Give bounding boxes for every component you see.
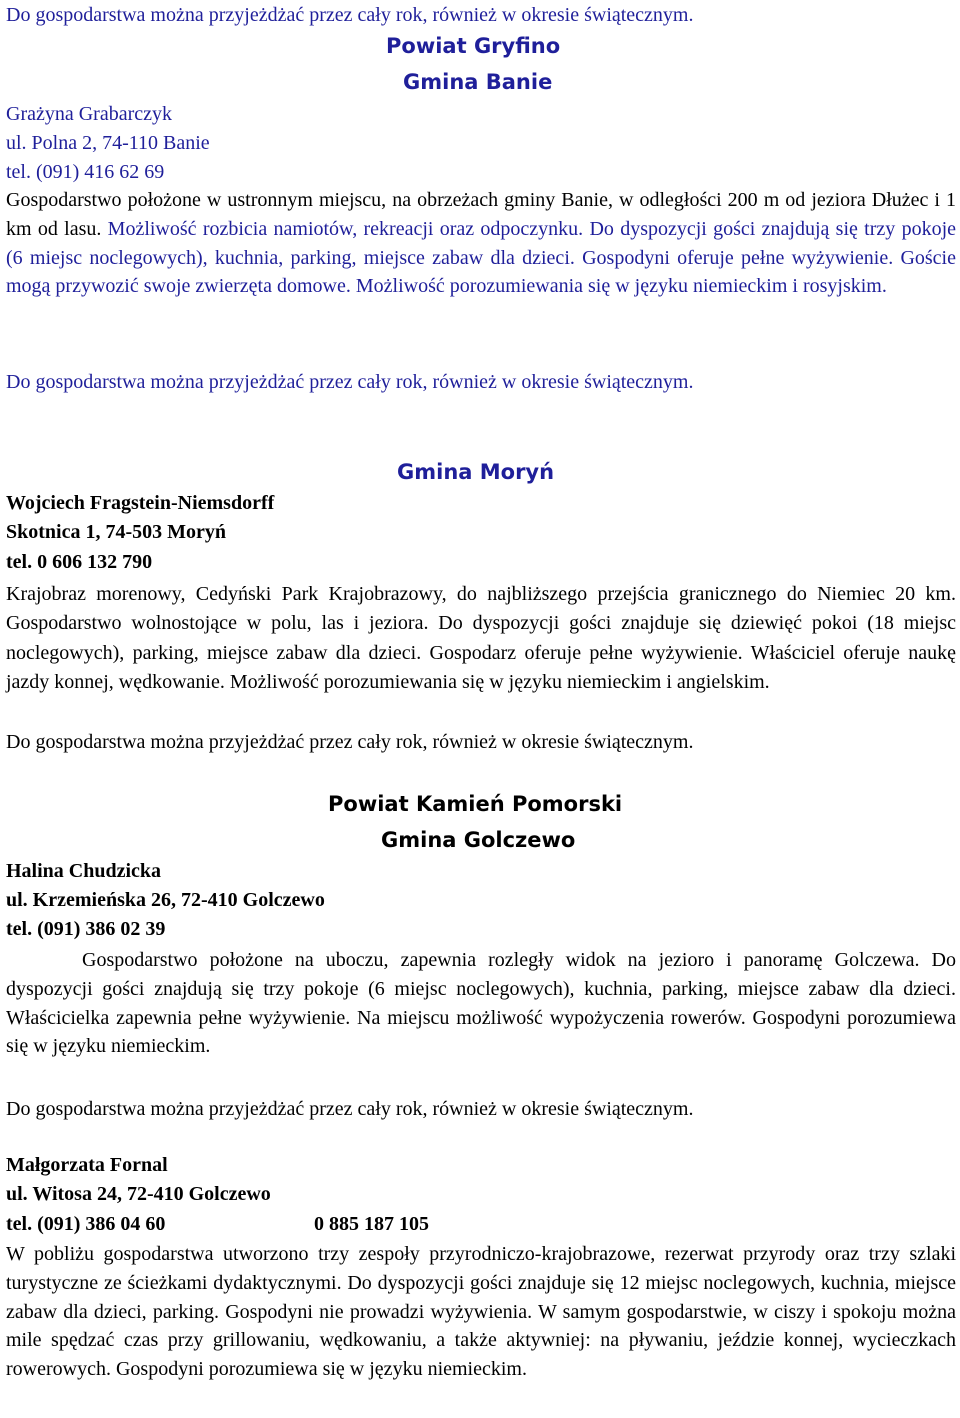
phone: tel. 0 606 132 790 [6,551,153,573]
description-blue: Możliwość rozbicia namiotów, rekreacji oraz odpoczynku. Do dyspozycji gości znajdują się trzy pokoje (6 miejsc noclegowych), kuchnia, parking, miejsce zabaw dla dzieci. Gospodyni oferuje pełne wyżywienie. Goście mogą przywozić swoje zwierzęta domowe. Możliwość porozumiewania się w języku niemieckim i rosyjskim. [6,217,956,298]
description-plain: Gospodarstwo położone w ustronnym miejscu, na obrzeżach gminy Banie, w odległości 200 m od jeziora Dłużec i 1 km od lasu. [6,189,956,240]
owner-name: Halina Chudzicka [6,860,162,882]
powiat-heading: Powiat Kamień Pomorski [328,792,623,816]
powiat-heading: Powiat Gryfino [386,34,561,58]
address: ul. Witosa 24, 72-410 Golczewo [6,1183,271,1205]
season-note: Do gospodarstwa można przyjeżdżać przez cały rok, również w okresie świątecznym. [6,4,694,26]
mobile-phone: 0 885 187 105 [314,1213,429,1235]
phone: tel. (091) 386 02 39 [6,918,166,940]
phone: tel. (091) 416 62 69 [6,161,165,183]
description [6,186,956,301]
season-note: Do gospodarstwa można przyjeżdżać przez cały rok, również w okresie świątecznym. [6,731,694,753]
description: Krajobraz morenowy, Cedyński Park Krajobrazowy, do najbliższego przejścia granicznego do Niemiec 20 km. Gospodarstwo wolnostojące w polu, las i jeziora. Do dyspozycji gości znajduje się dziewięć pokoi (18 miejsc noclegowych), parking, miejsce zabaw dla dzieci. Gospodarz oferuje pełne wyżywienie. Właściciel oferuje naukę jazdy konnej, wędkowanie. Możliwość porozumiewania się w języku niemieckim i angielskim. [6,583,956,694]
address: ul. Polna 2, 74-110 Banie [6,132,210,154]
owner-name: Wojciech Fragstein-Niemsdorff [6,492,275,514]
address: ul. Krzemieńska 26, 72-410 Golczewo [6,889,325,911]
description: W pobliżu gospodarstwa utworzono trzy zespoły przyrodniczo-krajobrazowe, rezerwat przyrody oraz trzy szlaki turystyczne ze ścieżkami dydaktycznymi. Do dyspozycji gości znajduje się 12 miejsc noclegowych, kuchnia, miejsce zabaw dla dzieci, parking. Gospodyni nie prowadzi wyżywienia. W samym gospodarstwie, w ciszy i spokoju można mile spędzać czas przy grillowaniu, wędkowaniu, a także aktywniej: na pływaniu, jeździe konnej, wycieczkach rowerowych. Gospodyni porozumiewa się w języku niemieckim. [6,1243,956,1381]
owner-name: Grażyna Grabarczyk [6,103,173,125]
season-note: Do gospodarstwa można przyjeżdżać przez cały rok, również w okresie świątecznym. [6,1098,694,1120]
gmina-heading: Gmina Golczewo [381,828,576,852]
gmina-heading: Gmina Banie [403,70,553,94]
address: Skotnica 1, 74-503 Moryń [6,521,226,543]
season-note: Do gospodarstwa można przyjeżdżać przez cały rok, również w okresie świątecznym. [6,371,694,393]
description: Gospodarstwo położone na uboczu, zapewnia rozległy widok na jezioro i panoramę Golczewa. Do dyspozycji gości znajdują się trzy pokoje (6 miejsc noclegowych), kuchnia, parking, miejsce zabaw dla dzieci. Właścicielka zapewnia pełne wyżywienie. Na miejscu możliwość wypożyczenia rowerów. Gospodyni porozumiewa się w języku niemieckim. [6,949,956,1058]
owner-name: Małgorzata Fornal [6,1154,168,1176]
gmina-heading: Gmina Moryń [397,460,555,484]
phone: tel. (091) 386 04 60 [6,1213,166,1235]
